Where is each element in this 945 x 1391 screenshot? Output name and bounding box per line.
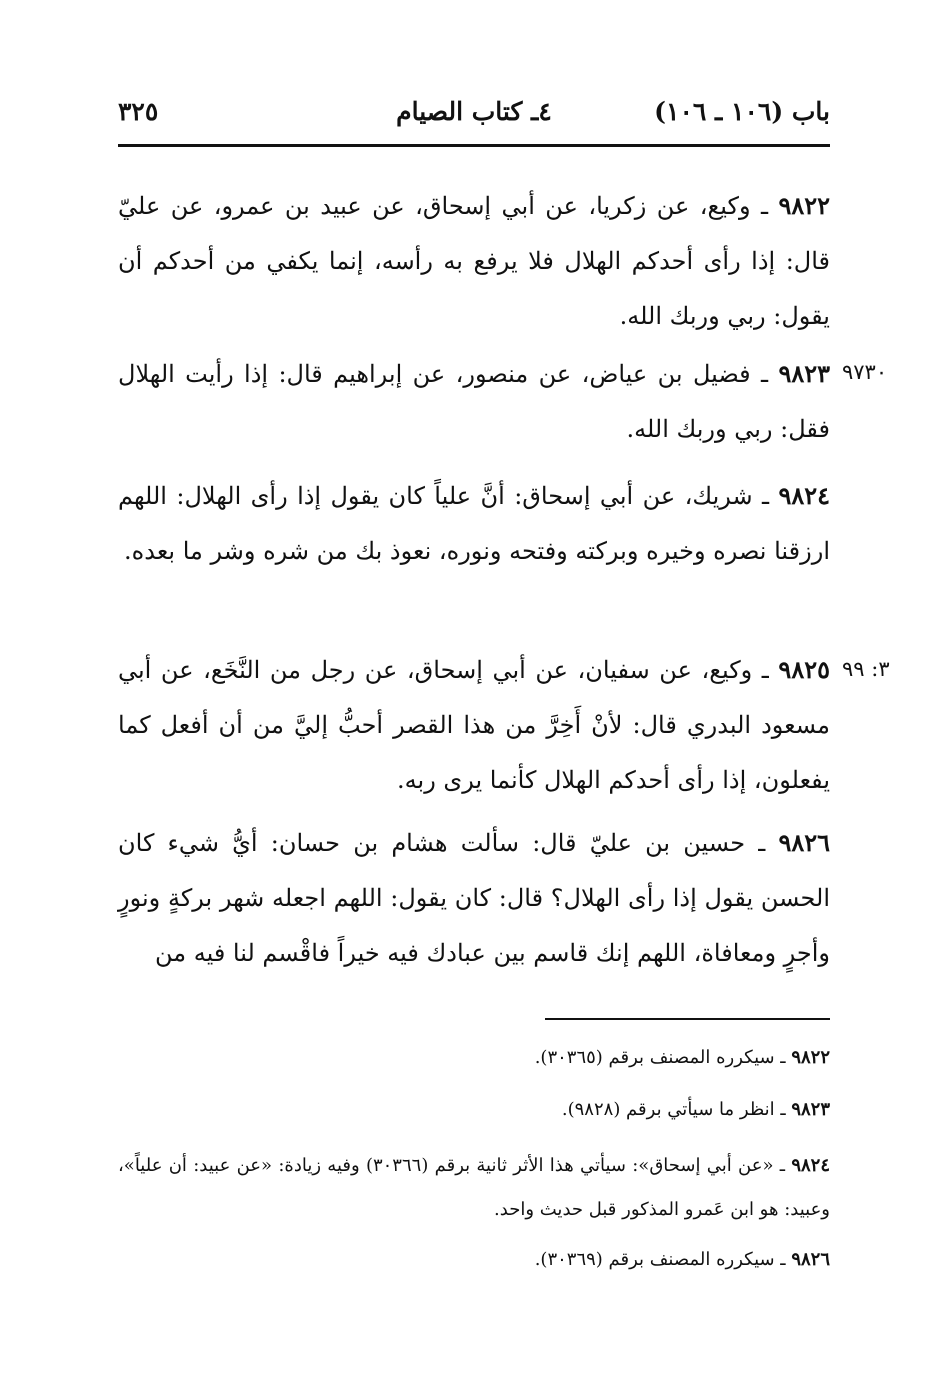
- footnote-separator: [545, 1018, 830, 1020]
- footnote-text: ـ انظر ما سيأتي برقم (٩٨٢٨).: [561, 1099, 786, 1120]
- footnote: [118, 1088, 830, 1132]
- hadith-entry: [118, 468, 830, 579]
- chapter-title: باب (١٠٦ ـ ١٠٦): [654, 97, 830, 126]
- hadith-entry: [118, 178, 830, 344]
- hadith-number: ٩٨٢٦: [778, 828, 830, 857]
- footnote: [118, 1036, 830, 1080]
- footnote-number: ٩٨٢٤: [791, 1155, 830, 1176]
- hadith-text: ـ وكيع، عن سفيان، عن أبي إسحاق، عن رجل من النَّخَع، عن أبي مسعود البدري قال: لأنْ أَخِرَّ من هذا القصر أحبُّ إليَّ من أن أفعل كما يفعلون، إذا رأى أحدكم الهلال كأنما يرى ربه.: [118, 656, 830, 794]
- margin-reference: ٣: ٩٩: [842, 657, 890, 681]
- hadith-entry: [118, 642, 830, 808]
- hadith-text: ـ وكيع، عن زكريا، عن أبي إسحاق، عن عبيد بن عمرو، عن عليّ قال: إذا رأى أحدكم الهلال فلا يرفع به رأسه، إنما يكفي من أحدكم أن يقول: ربي وربك الله.: [118, 192, 830, 330]
- hadith-text: ـ شريك، عن أبي إسحاق: أنَّ علياً كان يقول إذا رأى الهلال: اللهم ارزقنا نصره وخيره وبركته وفتحه ونوره، نعوذ بك من شره وشر ما بعده.: [118, 482, 830, 565]
- book-title: ٤ـ كتاب الصيام: [396, 97, 552, 126]
- hadith-entry: [118, 346, 830, 457]
- footnote-number: ٩٨٢٦: [791, 1249, 830, 1270]
- footnote-text: ـ سيكرره المصنف برقم (٣٠٣٦٩).: [534, 1249, 786, 1270]
- hadith-number: ٩٨٢٢: [778, 191, 830, 220]
- hadith-number: ٩٨٢٤: [778, 481, 831, 510]
- hadith-number: ٩٨٢٥: [778, 655, 830, 684]
- hadith-entry: [118, 815, 830, 981]
- footnote: [118, 1238, 830, 1282]
- page-number: ٣٢٥: [118, 97, 159, 126]
- header-rule: [118, 144, 830, 147]
- hadith-number: ٩٨٢٣: [778, 359, 831, 388]
- running-header: [118, 92, 830, 144]
- footnote-number: ٩٨٢٣: [791, 1099, 830, 1120]
- hadith-text: ـ فضيل بن عياض، عن منصور، عن إبراهيم قال: إذا رأيت الهلال فقل: ربي وربك الله.: [118, 360, 830, 443]
- footnote-number: ٩٨٢٢: [791, 1047, 830, 1068]
- margin-reference: ٩٧٣٠: [842, 360, 888, 384]
- hadith-text: ـ حسين بن عليّ قال: سألت هشام بن حسان: أيُّ شيء كان الحسن يقول إذا رأى الهلال؟ قال: كان يقول: اللهم اجعله شهر بركةٍ ونورٍ وأجرٍ ومعافاة، اللهم إنك قاسم بين عبادك فيه خيراً فاقْسم لنا فيه من: [118, 829, 830, 967]
- footnote: [118, 1144, 830, 1232]
- footnote-text: ـ «عن أبي إسحاق»: سيأتي هذا الأثر ثانية برقم (٣٠٣٦٦) وفيه زيادة: «عن عبيد: أن علياً»، وعبيد: هو ابن عَمرو المذكور قبل حديث واحد.: [118, 1155, 830, 1220]
- footnote-text: ـ سيكرره المصنف برقم (٣٠٣٦٥).: [534, 1047, 786, 1068]
